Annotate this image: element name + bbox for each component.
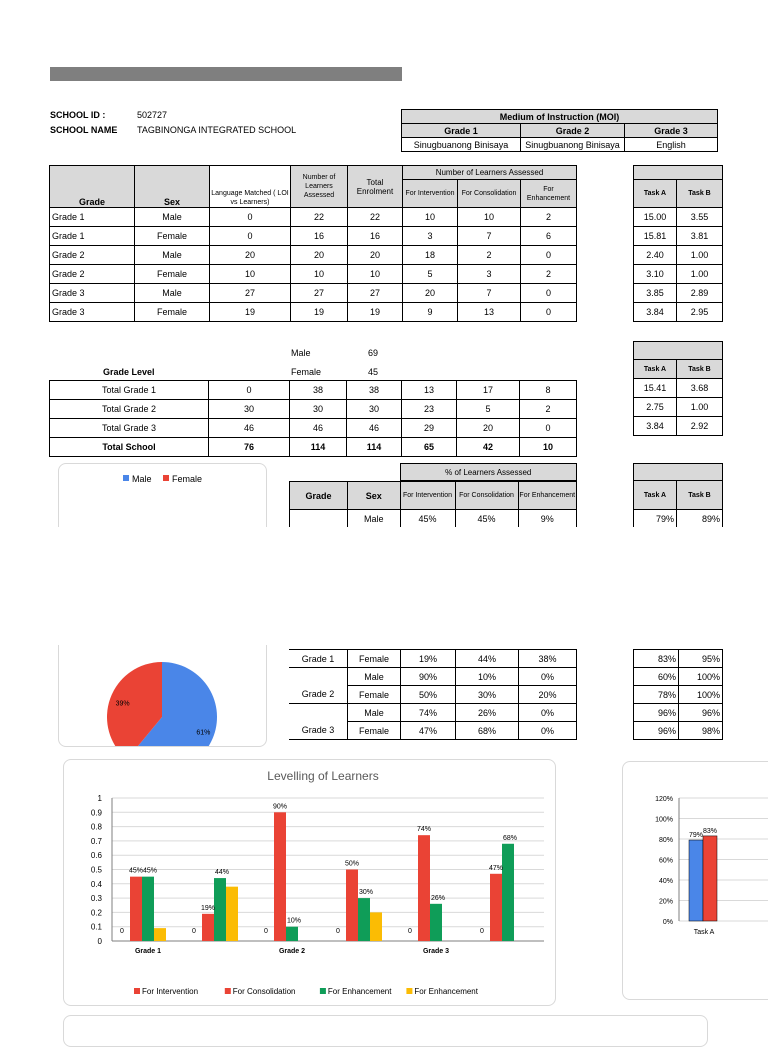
cell-sex: Female — [135, 227, 210, 246]
cell-task-a: 83% — [634, 650, 679, 668]
col-consolidation: For Consolidation — [458, 180, 521, 208]
y-tick-label: 80% — [658, 837, 673, 844]
cell-con: 17 — [457, 381, 520, 400]
cell-con: 26% — [456, 704, 519, 722]
legend-female-swatch — [163, 475, 169, 481]
moi-grade-3: Grade 3 — [625, 124, 718, 138]
col-task-b: Task B — [677, 180, 723, 208]
cell-enrol: 114 — [347, 438, 402, 457]
cell-task-a: 3.84 — [634, 303, 677, 322]
cell-task-a: 3.85 — [634, 284, 677, 303]
cell-assessed: 27 — [291, 284, 348, 303]
cell-assessed: 38 — [290, 381, 347, 400]
table-row — [50, 438, 577, 457]
cell-con: 7 — [458, 227, 521, 246]
y-tick-label: 40% — [658, 878, 673, 885]
cell-grade — [289, 668, 348, 686]
summary-female-value: 45 — [368, 367, 379, 377]
cell-grade: Grade 2 — [50, 246, 135, 265]
cell-assessed: 16 — [291, 227, 348, 246]
cell-con: 45% — [455, 510, 518, 528]
header-bar — [50, 67, 402, 81]
data-label: 47% — [488, 864, 504, 872]
bar — [346, 870, 358, 942]
cell-enrol: 27 — [348, 284, 403, 303]
cell-total-label: Total School — [50, 438, 209, 457]
cell-enh: 0% — [519, 722, 577, 740]
cell-int: 9 — [403, 303, 458, 322]
task-bar — [689, 840, 703, 921]
y-tick-label: 0.2 — [90, 908, 102, 918]
school-id-label: SCHOOL ID : — [50, 110, 106, 120]
task-pct-table-lower — [633, 649, 723, 740]
task-table-1-group — [634, 166, 723, 180]
table-row — [634, 246, 723, 265]
data-label: 30% — [358, 889, 374, 897]
cell-grade: Grade 3 — [50, 284, 135, 303]
cell-int: 20 — [403, 284, 458, 303]
table-row — [50, 284, 577, 303]
table-row — [289, 704, 577, 722]
cell-enh: 9% — [518, 510, 577, 528]
school-name-label: SCHOOL NAME — [50, 125, 118, 135]
cell-sex: Female — [348, 686, 401, 704]
cell-int: 65 — [402, 438, 457, 457]
cell-task-b: 100% — [679, 668, 723, 686]
table-row — [50, 208, 577, 227]
cell-enh: 0% — [519, 668, 577, 686]
legend-swatch — [225, 988, 231, 994]
cell-task-b: 3.55 — [677, 208, 723, 227]
table-row — [289, 650, 577, 668]
cell-task-b: 100% — [679, 686, 723, 704]
cell-task-b: 95% — [679, 650, 723, 668]
cell-enh: 2 — [521, 265, 577, 284]
cell-grade: Grade 1 — [50, 208, 135, 227]
cell-assessed: 30 — [290, 400, 347, 419]
pct-col-grade: Grade — [290, 482, 348, 510]
table-row — [634, 417, 723, 436]
moi-lang-1: Sinugbuanong Binisaya — [402, 138, 521, 152]
cell-int: 45% — [400, 510, 455, 528]
cell-task-a: 3.84 — [634, 417, 677, 436]
task-category-label: Task A — [693, 929, 715, 936]
data-label: 79% — [688, 832, 704, 840]
zero-label: 0 — [336, 928, 340, 935]
cell-task-b: 98% — [679, 722, 723, 740]
cell-enh: 0 — [520, 419, 577, 438]
cell-lang: 30 — [209, 400, 290, 419]
bar — [490, 874, 502, 941]
table-row — [50, 246, 577, 265]
cell-task-b: 96% — [679, 704, 723, 722]
pct-col-intervention: For Intervention — [400, 482, 455, 510]
pct-group: % of Learners Assessed — [400, 464, 577, 481]
col-lang-matched: Language Matched ( LOI vs Learners) — [210, 166, 291, 208]
task-table-1 — [633, 165, 723, 322]
cell-lang: 0 — [209, 381, 290, 400]
table-row — [634, 284, 723, 303]
legend-swatch — [406, 988, 412, 994]
cell-int: 19% — [401, 650, 456, 668]
table-row — [50, 227, 577, 246]
task-bar — [703, 836, 717, 921]
col-task-b: Task B — [677, 481, 723, 510]
table-row — [50, 400, 577, 419]
col-num-assessed: Number of Learners Assessed — [291, 166, 348, 208]
cell-grade: Grade 1 — [50, 227, 135, 246]
cell-lang: 46 — [209, 419, 290, 438]
cell-enh: 10 — [520, 438, 577, 457]
cell-enrol: 19 — [348, 303, 403, 322]
grade-level-label: Grade Level — [103, 367, 155, 377]
cell-enh: 6 — [521, 227, 577, 246]
bar — [370, 912, 382, 941]
table-row — [634, 208, 723, 227]
y-tick-label: 60% — [658, 857, 673, 865]
cell-lang: 0 — [210, 208, 291, 227]
table-row — [634, 379, 723, 398]
pct-col-sex: Sex — [348, 482, 401, 510]
cell-sex: Female — [135, 303, 210, 322]
cell-task-a: 60% — [634, 668, 679, 686]
y-tick-label: 0.4 — [90, 879, 102, 889]
cell-con: 13 — [458, 303, 521, 322]
cell-task-b: 1.00 — [677, 246, 723, 265]
cell-lang: 10 — [210, 265, 291, 284]
col-group: Number of Learners Assessed — [403, 166, 577, 180]
cell-task-a: 2.40 — [634, 246, 677, 265]
zero-label: 0 — [264, 928, 268, 935]
cell-con: 10% — [456, 668, 519, 686]
y-tick-label: 0.1 — [90, 922, 102, 932]
cell-int: 47% — [401, 722, 456, 740]
x-tick-label: Grade 1 — [134, 948, 162, 955]
table-row — [634, 227, 723, 246]
legend-label: For Enhancement — [414, 987, 478, 996]
pct-col-consolidation: For Consolidation — [455, 482, 518, 510]
totals-table — [49, 380, 577, 457]
bar — [502, 844, 514, 941]
cell-int: 10 — [403, 208, 458, 227]
cell-sex: Male — [348, 510, 401, 528]
y-tick-label: 0.5 — [90, 865, 102, 875]
bar — [202, 914, 214, 941]
cell-enrol: 22 — [348, 208, 403, 227]
cell-int: 13 — [402, 381, 457, 400]
cell-total-label: Total Grade 3 — [50, 419, 209, 438]
task-pct-table — [633, 463, 723, 528]
bar — [214, 878, 226, 941]
col-intervention: For Intervention — [403, 180, 458, 208]
cell-task-b: 3.81 — [677, 227, 723, 246]
cell-lang: 0 — [210, 227, 291, 246]
table-row — [289, 668, 577, 686]
cell-enrol: 16 — [348, 227, 403, 246]
data-label: 26% — [430, 894, 446, 902]
data-label: 44% — [214, 869, 230, 877]
cell-int: 50% — [401, 686, 456, 704]
y-tick-label: 0% — [662, 919, 673, 926]
bar — [274, 812, 286, 941]
table-row — [289, 722, 577, 740]
cell-con: 5 — [457, 400, 520, 419]
cell-grade: Grade 3 — [289, 722, 348, 740]
y-tick-label: 0.3 — [90, 894, 102, 904]
cell-assessed: 10 — [291, 265, 348, 284]
cell-con: 10 — [458, 208, 521, 227]
cell-enrol: 20 — [348, 246, 403, 265]
cell-enrol: 46 — [347, 419, 402, 438]
data-label: 10% — [286, 917, 302, 925]
cell-con: 3 — [458, 265, 521, 284]
cell-con: 42 — [457, 438, 520, 457]
school-name-value: TAGBINONGA INTEGRATED SCHOOL — [137, 125, 297, 135]
cell-total-label: Total Grade 1 — [50, 381, 209, 400]
bar — [142, 877, 154, 941]
x-tick-label: Grade 2 — [278, 948, 306, 955]
cell-con: 2 — [458, 246, 521, 265]
cell-assessed: 114 — [290, 438, 347, 457]
y-tick-label: 1 — [97, 794, 102, 803]
table-row — [50, 265, 577, 284]
data-label: 74% — [416, 826, 432, 834]
cell-int: 74% — [401, 704, 456, 722]
cell-enrol: 10 — [348, 265, 403, 284]
cell-task-a: 96% — [634, 704, 679, 722]
table-row — [634, 303, 723, 322]
school-id-value: 502727 — [137, 110, 168, 120]
cell-int: 3 — [403, 227, 458, 246]
table-row — [634, 686, 723, 704]
levelling-chart-panel — [63, 759, 556, 1006]
cell-total-label: Total Grade 2 — [50, 400, 209, 419]
cell-grade: Grade 2 — [50, 265, 135, 284]
pct-col-enhancement: For Enhancement — [518, 482, 577, 510]
cell-task-b: 3.68 — [677, 379, 723, 398]
data-label: 45% — [142, 867, 158, 875]
cell-enh: 8 — [520, 381, 577, 400]
cell-enh: 0 — [521, 303, 577, 322]
cell-lang: 27 — [210, 284, 291, 303]
moi-title: Medium of Instruction (MOI) — [402, 110, 718, 124]
task-table-2 — [633, 341, 723, 436]
cell-task-b: 89% — [677, 510, 723, 528]
moi-grade-2: Grade 2 — [521, 124, 625, 138]
cell-enh: 2 — [520, 400, 577, 419]
moi-grade-1: Grade 1 — [402, 124, 521, 138]
cell-task-a: 2.75 — [634, 398, 677, 417]
task-bar-chart — [623, 762, 768, 999]
cell-task-a: 3.10 — [634, 265, 677, 284]
cell-assessed: 19 — [291, 303, 348, 322]
cell-task-a: 96% — [634, 722, 679, 740]
legend-label: For Enhancement — [327, 987, 392, 996]
bar — [358, 898, 370, 941]
cell-task-b: 1.00 — [677, 398, 723, 417]
table-row — [634, 265, 723, 284]
cell-enh: 0 — [521, 284, 577, 303]
col-task-a: Task A — [634, 180, 677, 208]
cell-int: 29 — [402, 419, 457, 438]
cell-grade: Grade 1 — [289, 650, 348, 668]
zero-label: 0 — [480, 928, 484, 935]
data-label: 83% — [702, 827, 718, 835]
cell-task-a: 79% — [634, 510, 677, 528]
cell-grade: Grade 3 — [50, 303, 135, 322]
cell-enh: 38% — [519, 650, 577, 668]
pie-label-female: 39% — [115, 700, 130, 708]
bar — [418, 835, 430, 941]
percent-table — [289, 463, 577, 528]
cell-lang: 19 — [210, 303, 291, 322]
legend-male-swatch — [123, 475, 129, 481]
col-task-b: Task B — [677, 360, 723, 379]
col-grade: Grade — [50, 166, 135, 208]
cell-int: 5 — [403, 265, 458, 284]
cell-assessed: 20 — [291, 246, 348, 265]
zero-label: 0 — [408, 928, 412, 935]
y-tick-label: 0.6 — [90, 851, 102, 861]
percent-table-lower — [289, 649, 577, 740]
cell-grade — [289, 704, 348, 722]
data-label: 45% — [128, 867, 144, 875]
y-tick-label: 0 — [97, 937, 102, 946]
cell-int: 18 — [403, 246, 458, 265]
cell-sex: Male — [348, 704, 401, 722]
table-row — [634, 704, 723, 722]
x-tick-label: Grade 3 — [422, 948, 450, 955]
task-table-2-group — [634, 342, 723, 360]
col-total-enrol: Total Enrolment — [348, 166, 403, 208]
zero-label: 0 — [120, 928, 124, 935]
col-enhancement: For Enhancement — [521, 180, 577, 208]
cell-enh: 0 — [521, 246, 577, 265]
y-tick-label: 0.7 — [90, 836, 102, 846]
data-label: 19% — [200, 904, 216, 912]
cell-enrol: 30 — [347, 400, 402, 419]
legend-label: For Consolidation — [232, 987, 296, 996]
cell-task-a: 15.41 — [634, 379, 677, 398]
col-sex: Sex — [135, 166, 210, 208]
moi-table — [401, 109, 718, 152]
legend-female-label: Female — [172, 474, 203, 484]
table-row — [290, 510, 577, 528]
cell-task-b: 1.00 — [677, 265, 723, 284]
cell-grade: Grade 2 — [289, 686, 348, 704]
summary-female-label: Female — [291, 367, 322, 377]
cell-sex: Male — [135, 246, 210, 265]
cell-enh: 0% — [519, 704, 577, 722]
task-chart-panel — [622, 761, 768, 1000]
cell-assessed: 46 — [290, 419, 347, 438]
legend-label: For Intervention — [142, 987, 199, 996]
cell-enh: 20% — [519, 686, 577, 704]
cell-con: 7 — [458, 284, 521, 303]
levelling-bar-chart — [64, 760, 555, 1005]
legend-swatch — [320, 988, 326, 994]
bar — [226, 887, 238, 941]
moi-lang-3: English — [625, 138, 718, 152]
cell-task-a: 78% — [634, 686, 679, 704]
y-tick-label: 120% — [655, 796, 673, 803]
cell-lang: 20 — [210, 246, 291, 265]
cell-task-b: 2.89 — [677, 284, 723, 303]
cell-sex: Female — [135, 265, 210, 284]
moi-lang-2: Sinugbuanong Binisaya — [521, 138, 625, 152]
bar — [154, 928, 166, 941]
summary-male-value: 69 — [368, 348, 379, 358]
pie-label-male: 61% — [196, 729, 211, 737]
table-row — [50, 303, 577, 322]
cell-task-a: 15.00 — [634, 208, 677, 227]
y-tick-label: 100% — [655, 816, 673, 824]
task-pct-group — [634, 464, 723, 481]
cell-enrol: 38 — [347, 381, 402, 400]
col-task-a: Task A — [634, 481, 677, 510]
table-row — [634, 650, 723, 668]
y-tick-label: 20% — [658, 898, 673, 906]
cell-con: 30% — [456, 686, 519, 704]
cell-con: 20 — [457, 419, 520, 438]
table-row — [634, 510, 723, 528]
table-row — [634, 722, 723, 740]
chart-title: Levelling of Learners — [267, 769, 379, 783]
data-label: 90% — [272, 803, 288, 811]
cell-task-a: 15.81 — [634, 227, 677, 246]
legend-male-label: Male — [132, 474, 152, 484]
cell-sex: Female — [348, 722, 401, 740]
cell-assessed: 22 — [291, 208, 348, 227]
summary-male-label: Male — [291, 348, 311, 358]
data-label: 50% — [344, 860, 360, 868]
bottom-panel — [63, 1015, 708, 1047]
cell-con: 68% — [456, 722, 519, 740]
table-row — [289, 686, 577, 704]
legend-swatch — [134, 988, 140, 994]
bar — [130, 877, 142, 941]
cell-con: 44% — [456, 650, 519, 668]
bar — [430, 904, 442, 941]
cell-int: 90% — [401, 668, 456, 686]
cell-lang: 76 — [209, 438, 290, 457]
page-gap — [0, 527, 768, 645]
learners-table — [49, 165, 577, 322]
bar — [286, 927, 298, 941]
table-row — [634, 668, 723, 686]
cell-int: 23 — [402, 400, 457, 419]
y-tick-label: 0.9 — [90, 808, 102, 818]
cell-sex: Male — [135, 208, 210, 227]
cell-task-b: 2.95 — [677, 303, 723, 322]
zero-label: 0 — [192, 928, 196, 935]
cell-sex: Male — [348, 668, 401, 686]
table-row — [50, 419, 577, 438]
cell-sex: Male — [135, 284, 210, 303]
col-task-a: Task A — [634, 360, 677, 379]
y-tick-label: 0.8 — [90, 822, 102, 832]
table-row — [50, 381, 577, 400]
data-label: 68% — [502, 834, 518, 842]
cell-task-b: 2.92 — [677, 417, 723, 436]
cell-enh: 2 — [521, 208, 577, 227]
cell-sex: Female — [348, 650, 401, 668]
table-row — [634, 398, 723, 417]
